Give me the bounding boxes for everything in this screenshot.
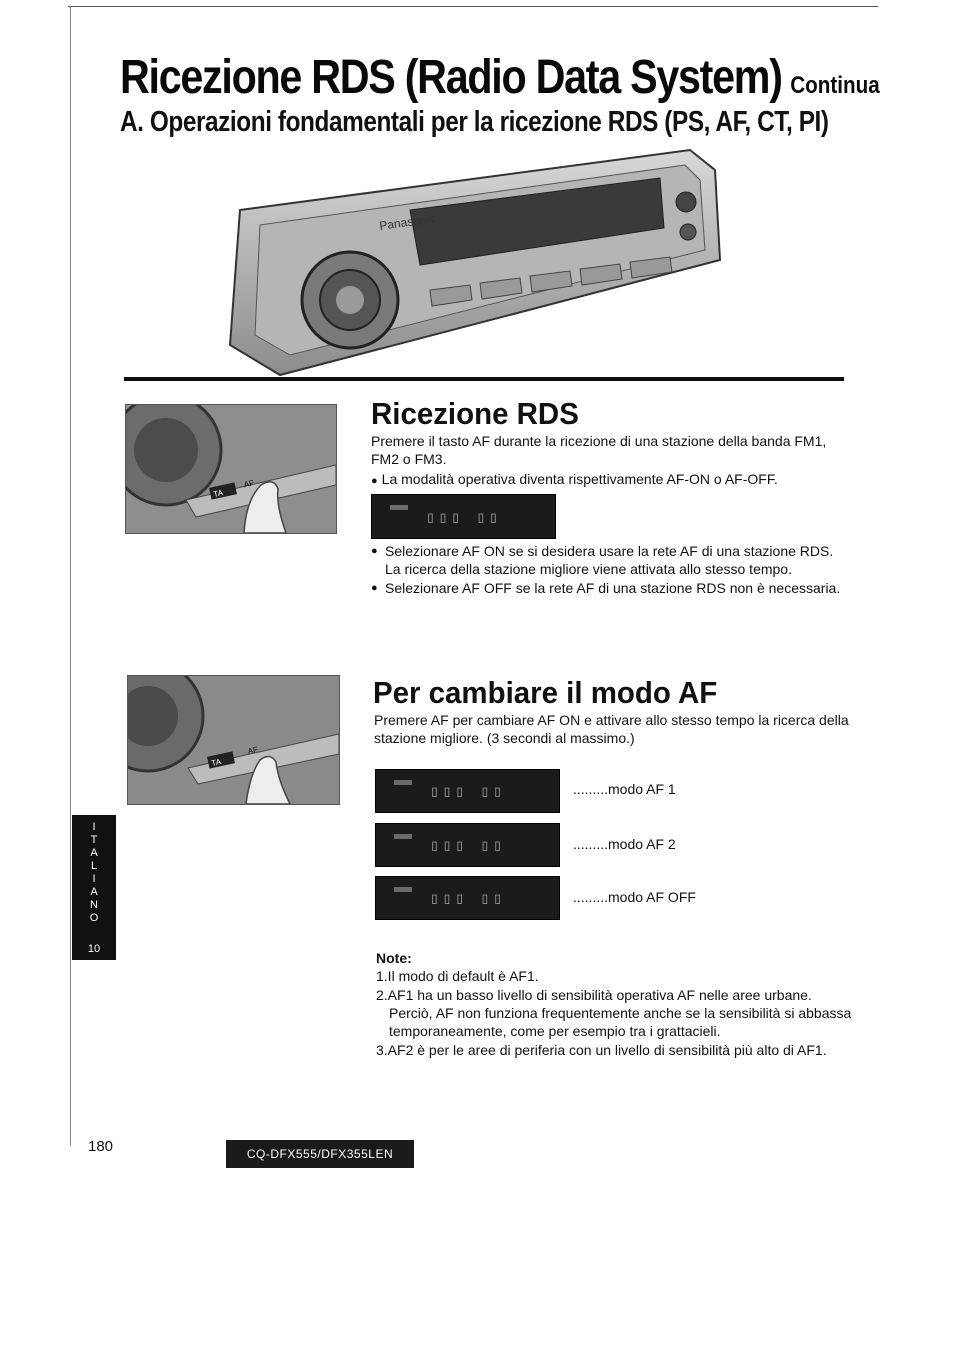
lcd-indicator <box>394 887 412 892</box>
section-rule <box>124 377 844 381</box>
list-item: 3.AF2 è per le aree di periferia con un livello di sensibilità più alto di AF1. <box>376 1042 827 1058</box>
brand-label: Panasonic <box>378 211 436 233</box>
lcd-segments: ▯▯▯ ▯▯ <box>429 835 506 855</box>
af-label: AF <box>243 478 255 490</box>
lcd-segments: ▯▯▯ ▯▯ <box>429 781 506 801</box>
lcd-indicator <box>390 505 408 510</box>
car-stereo-illustration <box>220 140 730 378</box>
notes-list <box>376 967 854 1060</box>
lcd-segments: ▯▯▯ ▯▯ <box>425 507 502 526</box>
mode-label-af2: .........modo AF 2 <box>573 836 676 852</box>
mode-label-af1: .........modo AF 1 <box>573 781 676 797</box>
mode-label-af-off: .........modo AF OFF <box>573 889 696 905</box>
page-number: 180 <box>88 1138 114 1155</box>
ta-label-2: TA <box>210 757 222 768</box>
model-number: CQ-DFX555/DFX355LEN <box>226 1140 414 1168</box>
list-item: ● Selezionare AF ON se si desidera usare la rete AF di una stazione RDS. La ricerca della stazione migliore viene attivata allo stesso tempo. <box>371 542 849 578</box>
section-heading-rds: Ricezione RDS <box>371 396 579 431</box>
list-item: 1.Il modo di default è AF1. <box>376 968 539 984</box>
rds-mode-bullet <box>371 470 847 490</box>
language-side-tab <box>72 815 116 960</box>
lcd-display <box>371 494 556 539</box>
lcd-display-af-off <box>375 876 560 920</box>
title-suffix: Continua <box>790 72 880 99</box>
page-border-top <box>68 6 878 7</box>
side-tab-letters: I T A L I A N O <box>89 821 99 924</box>
list-item: 2.AF1 ha un basso livello di sensibilità operativa AF nelle aree urbane. Perciò, AF non funziona frequentemente anche se la sensibilità si abbassa temporaneamente, come per esempio tra i grattacieli. <box>376 987 852 1039</box>
af-label-2: AF <box>246 744 259 756</box>
rds-intro: Premere il tasto AF durante la ricezione di una stazione della banda FM1, FM2 o FM3. <box>371 433 827 467</box>
page-title: Ricezione RDS (Radio Data System) Continua <box>120 51 880 104</box>
side-tab-number: 10 <box>87 943 101 955</box>
ta-label: TA <box>212 488 224 499</box>
lcd-segments: ▯▯▯ ▯▯ <box>429 888 506 908</box>
lcd-indicator <box>394 780 412 785</box>
rds-mode-bullet-text: La modalità operativa diventa rispettivamente AF-ON o AF-OFF. <box>381 471 778 487</box>
page-border-left <box>70 6 71 1146</box>
af-button-photo <box>125 404 337 534</box>
af-button-photo-2 <box>127 675 340 805</box>
notes-heading: Note: <box>376 950 412 966</box>
lcd-indicator <box>394 834 412 839</box>
lcd-display-af2 <box>375 823 560 867</box>
af-mode-intro: Premere AF per cambiare AF ON e attivare allo stesso tempo la ricerca della stazione migliore. (3 secondi al massimo.) <box>374 712 849 746</box>
section-heading-af-mode: Per cambiare il modo AF <box>373 675 718 710</box>
lcd-display-af1 <box>375 769 560 813</box>
list-item: ● Selezionare AF OFF se la rete AF di una stazione RDS non è necessaria. <box>371 579 849 597</box>
rds-bullets <box>371 542 849 598</box>
page-subtitle: A. Operazioni fondamentali per la ricezione RDS (PS, AF, CT, PI) <box>120 106 829 138</box>
